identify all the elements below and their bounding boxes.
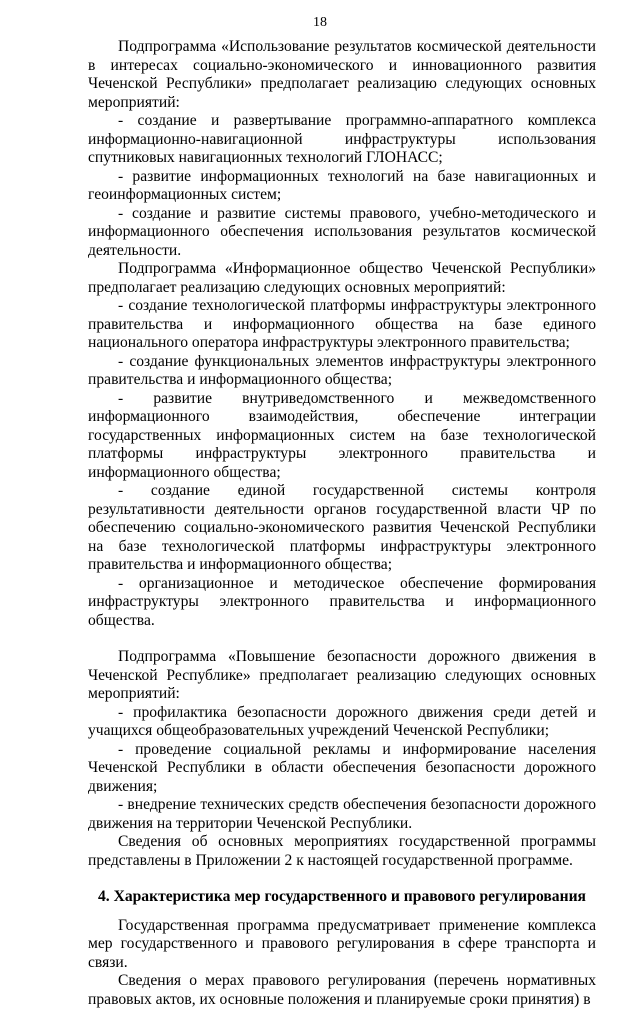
paragraph: Сведения об основных мероприятиях государственной программы представлены в Приложении 2 к настоящей государственной программе. [88,833,596,869]
list-item: - создание и развертывание программно-аппаратного комплекса информационно-навигационной инфраструктуры использования спутниковых навигационных технологий ГЛОНАСС; [88,112,596,166]
list-item: - создание функциональных элементов инфраструктуры электронного правительства и информационного общества; [88,352,596,388]
paragraph: Сведения о мерах правового регулирования (перечень нормативных правовых актов, их основные положения и планируемые сроки принятия) в [88,972,596,1008]
list-item: - развитие внутриведомственного и межведомственного информационного взаимодействия, обеспечение интеграции государственных информационных систем на базе технологической платформы инфраструктуры электронного правительства и информационного общества; [88,389,596,481]
list-item: - организационное и методическое обеспечение формирования инфраструктуры электронного правительства и информационного общества. [88,574,596,629]
list-item: - профилактика безопасности дорожного движения среди детей и учащихся общеобразовательных учреждений Чеченской Республики; [88,703,596,739]
paragraph: Подпрограмма «Информационное общество Чеченской Республики» предполагает реализацию следующих основных мероприятий: [88,260,596,296]
list-item: - проведение социальной рекламы и информирование населения Чеченской Республики в области обеспечения безопасности дорожного движения; [88,740,596,795]
page-number: 18 [313,15,327,30]
section-heading: 4. Характеристика мер государственного и правового регулирования [97,888,586,905]
list-item: - создание технологической платформы инфраструктуры электронного правительства и информационного общества на базе единого национального оператора инфраструктуры электронного правительства; [88,297,596,351]
list-item: - внедрение технических средств обеспечения безопасности дорожного движения на территории Чеченской Республики. [88,796,596,832]
paragraph: Государственная программа предусматривает применение комплекса мер государственного и правового регулирования в сфере транспорта и связи. [88,916,596,971]
paragraph: Подпрограмма «Использование результатов космической деятельности в интересах социально-экономического и инновационного развития Чеченской Республики» предполагает реализацию следующих основных мероприятий: [88,38,596,111]
paragraph-gap [88,630,596,648]
list-item: - создание единой государственной системы контроля результативности деятельности органов государственной власти ЧР по обеспечению социально-экономического развития Чеченской Республики на базе технологической платформы инфраструктуры электронного правительства и информационного общества; [88,482,596,573]
list-item: - создание и развитие системы правового, учебно-методического и информационного обеспечения использования результатов космической деятельности. [88,204,596,259]
list-item: - развитие информационных технологий на базе навигационных и геоинформационных систем; [88,167,596,203]
document-body [88,38,596,1009]
paragraph: Подпрограмма «Повышение безопасности дорожного движения в Чеченской Республике» предполагает реализацию следующих основных мероприятий: [88,648,596,702]
